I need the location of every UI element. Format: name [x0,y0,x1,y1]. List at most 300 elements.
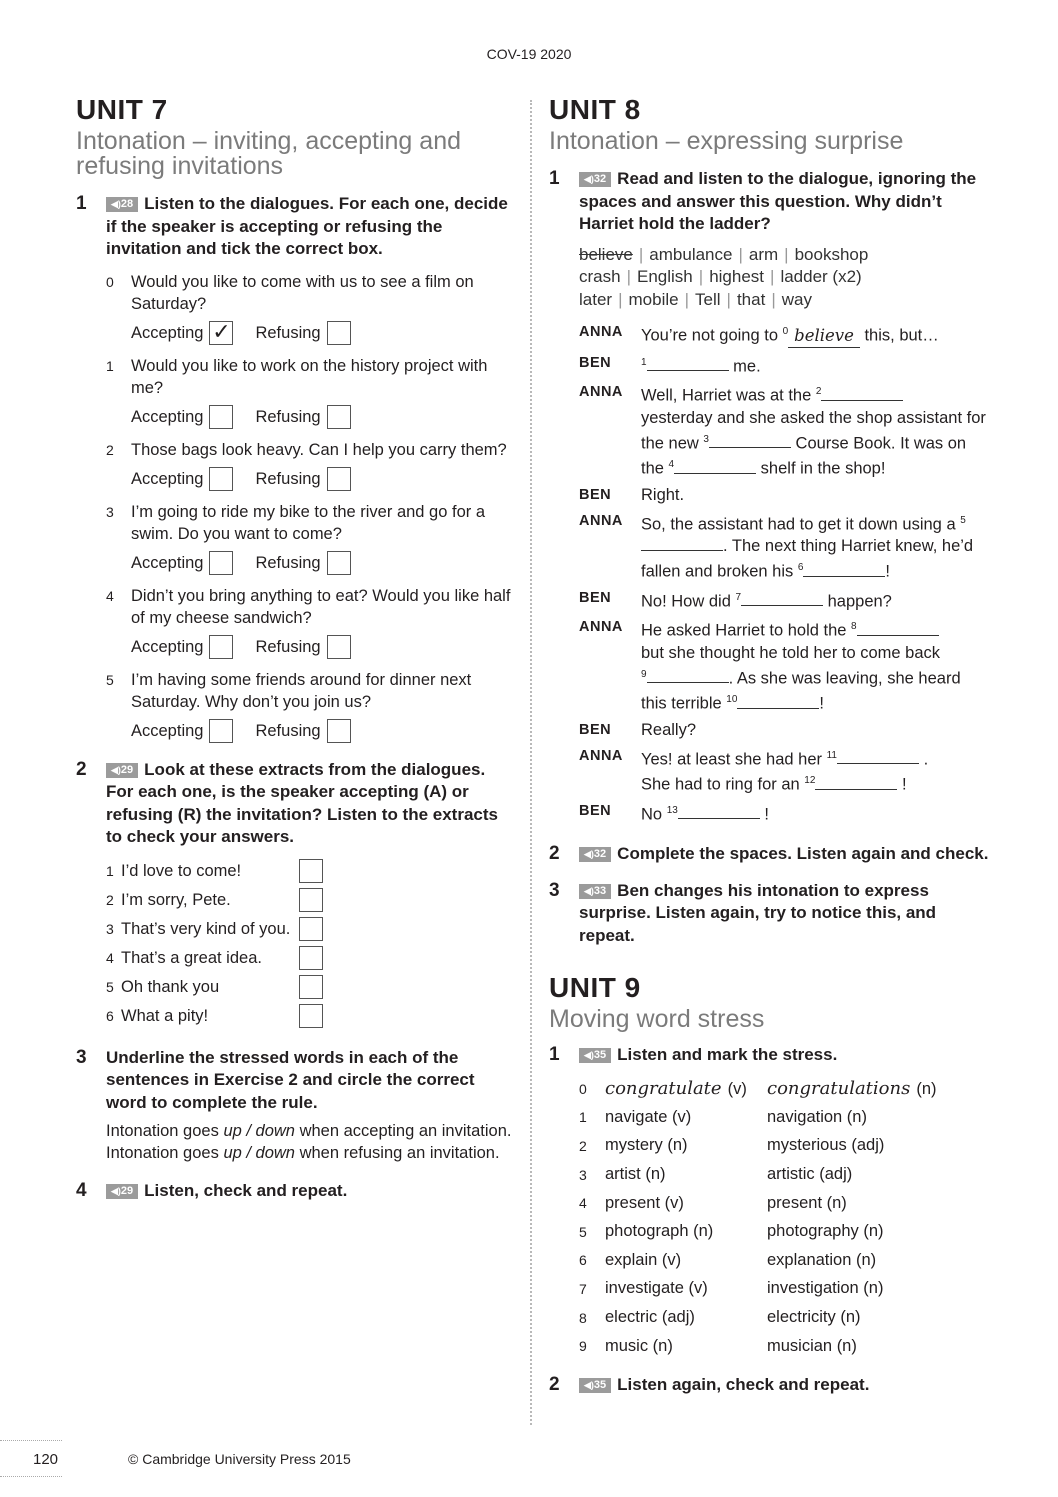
word-b[interactable]: musician (n) [767,1336,857,1355]
text-part: shelf in the shop! [756,459,886,478]
answer-gap-7[interactable] [741,591,823,606]
question-item [106,501,516,575]
exercise-number: 2 [549,1374,560,1396]
accepting-checkbox[interactable] [209,635,233,659]
question-number: 3 [106,503,114,520]
rule-text [106,1120,516,1164]
answer-box[interactable] [299,917,323,941]
answer-gap-6[interactable] [803,562,885,577]
word-b[interactable]: explanation (n) [767,1250,877,1269]
exercise-number: 2 [549,843,560,864]
dialogue-line [579,800,989,826]
word-a[interactable]: music (n) [605,1336,673,1355]
exercise-number: 1 [549,1044,560,1065]
answer-gap-1[interactable] [647,356,729,371]
question-number: 4 [106,587,114,604]
word-a[interactable]: investigate (v) [605,1279,708,1298]
question-number: 1 [106,357,114,374]
gap-number: 9 [641,668,647,680]
speaker-name: ANNA [579,619,623,635]
dialogue-line [579,484,989,506]
dialogue-line [579,745,989,796]
refusing-checkbox[interactable] [327,635,351,659]
audio-track-badge[interactable] [579,847,611,862]
gap-number: 1 [641,356,647,368]
instruction-text: Listen to the dialogues. For each one, decide if the speaker is accepting or refusing the invitation and tick the correct box. [106,194,508,258]
refusing-checkbox[interactable] [327,321,351,345]
speaker-name: BEN [579,486,612,503]
exercise-instruction [579,843,989,866]
dialogue-line [579,616,989,715]
gap-number: 6 [797,562,804,573]
word-separator: | [738,244,743,264]
text-part: Course Book. It was on the [641,434,967,478]
gap-number: 0 [782,326,789,337]
exercise-number: 4 [76,1180,87,1201]
answer-gap-11[interactable] [837,749,919,764]
word-a[interactable]: present (v) [605,1193,684,1212]
footer-rule [0,1476,62,1477]
audio-track-badge[interactable] [106,1184,138,1199]
extract-item [106,886,516,915]
word-option: believe [579,244,633,264]
instruction-text: Ben changes his intonation to express surprise. Listen again, try to notice this, and repeat. [579,880,937,945]
word-option: English [637,267,693,286]
word-option: later [579,289,613,309]
word-option: crash [579,267,621,286]
text-part: You’re not going to [641,326,783,345]
handwritten-example: congratulations [767,1078,911,1100]
word-b[interactable] [767,1078,937,1099]
accepting-checkbox[interactable] [209,467,233,491]
refusing-checkbox[interactable] [327,551,351,575]
text-part: . [919,750,929,768]
word-separator: | [618,289,623,309]
dialogue-line [579,719,989,741]
gap-number: 11 [826,749,837,761]
extract-list [106,857,516,1031]
stress-row [579,1217,989,1246]
stress-row [579,1246,989,1275]
dialogue-line [579,352,989,378]
extract-item [106,915,516,944]
question-text: Would you like to come with us to see a film on Saturday? [131,272,474,313]
instruction-text: Underline the stressed words in each of the sentences in Exercise 2 and circle the correct word to complete the rule. [106,1047,475,1112]
unit-7-subtitle: Intonation – inviting, accepting and refusing invitations [76,127,461,180]
question-item [106,439,516,491]
stress-row [579,1189,989,1218]
exercise-number: 1 [76,193,87,214]
word-b[interactable]: artistic (adj) [767,1165,853,1184]
text-part: He asked Harriet to hold the [641,621,852,640]
extract-text: That’s very kind of you. [121,919,291,938]
extract-item [106,1002,516,1031]
line-text [641,510,989,583]
unit-8-title: UNIT 8 [549,94,641,125]
extract-item [106,857,516,886]
accepting-label: Accepting [131,721,204,740]
line-text [641,745,928,796]
answer-gap-13[interactable] [678,804,760,819]
extract-number: 6 [106,1008,114,1024]
speaker-name: BEN [579,589,612,606]
refusing-label: Refusing [255,553,321,572]
row-number: 4 [579,1195,587,1212]
audio-track-badge[interactable] [106,763,138,778]
audio-track-number: 32 [593,173,607,185]
question-text: Didn’t you bring anything to eat? Would you like half of my cheese sandwich? [131,586,511,627]
dialogue-line [579,381,989,480]
answer-box[interactable] [299,1004,323,1028]
footer-rule [0,1440,62,1441]
word-option: that [736,289,766,309]
word-a[interactable]: photograph (n) [605,1222,714,1241]
refusing-checkbox[interactable] [327,467,351,491]
instruction-text: Listen and mark the stress. [617,1045,838,1064]
page-header: COV-19 2020 [486,46,572,62]
answer-gap-9[interactable] [647,668,729,683]
gap-number: 4 [668,459,675,470]
row-number: 6 [579,1252,587,1269]
speaker-name: BEN [579,721,612,738]
rule-option-refusing[interactable]: up / down [223,1144,295,1162]
row-number: 2 [579,1137,587,1154]
line-text: Really? [641,720,697,739]
question-text: Those bags look heavy. Can I help you carry them? [131,440,507,459]
word-option: arm [748,244,779,264]
word-a[interactable]: artist (n) [605,1165,666,1184]
rule-text-part: Intonation goes [106,1144,224,1162]
audio-track-badge[interactable] [579,1378,611,1393]
dialogue-line [579,321,989,348]
text-part: this, but… [859,326,939,345]
instruction-text: Listen, check and repeat. [144,1181,348,1200]
gap-number: 7 [735,591,742,603]
rule-text-part: when accepting an invitation. [295,1122,512,1140]
answer-box[interactable] [299,946,323,970]
row-number: 7 [579,1280,587,1297]
unit-8-subtitle: Intonation – expressing surprise [549,127,904,155]
extract-text: That’s a great idea. [121,948,262,967]
word-b[interactable]: investigation (n) [767,1279,884,1298]
word-b[interactable]: electricity (n) [767,1308,861,1327]
word-separator: | [684,289,690,309]
line-text [641,616,989,715]
extract-number: 1 [106,863,114,879]
dialogue-line [579,587,989,613]
word-option: bookshop [794,244,869,264]
dialogue [579,321,989,825]
accepting-checkbox[interactable] [209,405,233,429]
word-separator: | [770,267,775,286]
answer-gap-12[interactable] [815,775,897,790]
speaker-icon: ◀) [111,1186,121,1196]
refusing-label: Refusing [255,637,321,656]
question-text: Would you like to work on the history project with me? [131,356,488,397]
exercise-instruction [106,193,516,261]
question-number: 5 [106,671,114,688]
exercise-number: 3 [76,1046,87,1068]
answer-gap-2[interactable] [821,386,903,401]
speaker-icon: ◀) [584,885,594,896]
audio-track-number: 29 [120,763,134,776]
text-part: happen? [823,592,892,610]
word-a[interactable]: mystery (n) [605,1136,688,1155]
gap-number: 12 [804,775,816,786]
dialogue-line [579,510,989,583]
audio-track-number: 35 [593,1049,607,1061]
answer-gap-3[interactable] [709,433,791,448]
unit-9-subtitle: Moving word stress [549,1005,765,1033]
row-number: 1 [579,1109,587,1126]
word-b[interactable]: photography (n) [767,1222,884,1241]
choice-row [131,405,516,429]
speaker-icon: ◀) [584,849,594,859]
audio-track-number: 32 [593,848,607,860]
unit7-exercise-1 [76,193,516,743]
word-separator: | [638,244,644,264]
speaker-name: ANNA [579,512,623,529]
choice-row [131,719,516,743]
accepting-label: Accepting [131,553,204,572]
text-part: ! [897,775,907,794]
extract-item [106,973,516,1002]
text-part: Well, Harriet was at the [641,386,816,405]
text-part: ! [759,805,769,823]
accepting-checkbox[interactable] [209,551,233,575]
gap-number: 10 [726,694,738,705]
exercise-instruction [106,759,516,849]
row-number: 8 [579,1309,587,1326]
speaker-name: BEN [579,802,612,819]
question-item [106,271,516,345]
accepting-label: Accepting [131,469,204,488]
unit8-exercise-2 [549,843,989,866]
extract-number: 5 [106,979,114,995]
refusing-label: Refusing [255,407,321,426]
line-text [641,352,761,378]
word-separator: | [726,289,731,309]
word-a[interactable]: electric (adj) [605,1308,695,1327]
audio-track-badge[interactable] [579,1048,611,1063]
answer-gap-5[interactable] [641,536,723,551]
answer-box[interactable] [299,975,323,999]
exercise-instruction [579,168,989,236]
answer-gap-8[interactable] [857,621,939,636]
part-of-speech: (v) [727,1080,747,1099]
audio-track-number: 29 [120,1185,134,1197]
exercise-number: 1 [549,168,560,189]
instruction-text: Look at these extracts from the dialogues. For each one, is the speaker accepting (A) or refusing (R) the invitation? Listen to the extracts to check your answers. [106,759,498,846]
part-of-speech: (n) [916,1080,937,1099]
choice-row [131,467,516,491]
audio-track-number: 28 [120,198,134,210]
exercise-number: 3 [549,879,560,901]
tick-mark: ✓ [212,318,231,344]
instruction-text: Listen again, check and repeat. [617,1375,870,1395]
speaker-name: ANNA [579,324,623,340]
copyright: © Cambridge University Press 2015 [128,1451,351,1467]
word-separator: | [626,267,631,286]
text-part: No! How did [641,592,736,610]
exercise-instruction [579,1374,989,1397]
audio-track-number: 33 [593,884,607,897]
text-part: . As she was leaving, she heard this terrible [641,669,961,713]
unit7-exercise-2 [76,759,516,1031]
refusing-label: Refusing [255,721,321,740]
accepting-checkbox[interactable] [209,719,233,743]
unit9-exercise-2 [549,1374,989,1397]
stress-row [579,1160,989,1189]
text-part: No [641,805,667,823]
choice-row [131,551,516,575]
extract-text: I’d love to come! [121,861,242,880]
row-number: 5 [579,1223,587,1240]
word-option: Tell [695,289,721,309]
word-separator: | [698,267,704,286]
instruction-text: Read and listen to the dialogue, ignoring the spaces and answer this question. Why didn’t Harriet hold the ladder? [579,169,977,233]
gap-number: 5 [960,514,966,526]
unit-8-9-column [549,93,989,1411]
audio-track-badge[interactable] [579,884,611,899]
instruction-text: Complete the spaces. Listen again and check. [617,844,989,863]
refusing-checkbox[interactable] [327,719,351,743]
text-part: but she thought he told her to come back [641,643,941,662]
speaker-icon: ◀) [111,199,121,209]
question-item [106,669,516,743]
exercise-number: 2 [76,758,87,780]
extract-item [106,944,516,973]
stress-row [579,1103,989,1132]
exercise-instruction [579,880,989,948]
line-text [641,587,892,613]
refusing-label: Refusing [255,469,321,488]
unit7-exercise-4 [76,1180,516,1203]
text-part: yesterday and she asked the shop assistant for the new [641,408,986,452]
text-part: Yes! at least she had her [641,750,827,768]
question-number: 2 [106,441,114,458]
text-part: She had to ring for an [641,775,805,794]
column-divider [530,100,532,1425]
rule-text-part: when refusing an invitation. [295,1144,500,1162]
stress-row [579,1075,989,1104]
extract-text: What a pity! [121,1006,209,1025]
unit8-exercise-1 [549,168,989,825]
word-separator: | [784,244,789,264]
extract-number: 2 [106,892,114,908]
question-number: 0 [106,273,114,290]
unit-7-title: UNIT 7 [76,94,168,125]
stress-row [579,1275,989,1304]
speaker-name: ANNA [579,384,623,400]
text-part: . The next thing Harriet knew, he’d fallen and broken his [641,537,974,581]
word-box-line [579,289,989,312]
exercise-instruction [106,1180,516,1203]
answer-gap-10[interactable] [737,694,819,709]
accepting-label: Accepting [131,407,204,426]
answer-box[interactable] [299,859,323,883]
word-box-line [579,266,989,289]
refusing-checkbox[interactable] [327,405,351,429]
text-part: me. [728,357,761,375]
gap-number: 8 [851,621,857,632]
extract-number: 4 [106,950,114,966]
word-b[interactable]: navigation (n) [767,1107,867,1126]
speaker-icon: ◀) [111,764,121,775]
word-separator: | [771,289,776,309]
extract-text: Oh thank you [121,977,220,996]
row-number: 3 [579,1166,587,1183]
word-box [579,244,989,312]
unit-9-title: UNIT 9 [549,972,641,1003]
question-item [106,355,516,429]
accepting-checkbox[interactable] [209,318,233,345]
word-a[interactable] [605,1078,767,1099]
word-a[interactable]: explain (v) [605,1250,682,1269]
rule-text-part: Intonation goes [106,1122,224,1140]
gap-number: 2 [815,386,822,397]
line-text [641,321,939,348]
question-text: I’m having some friends around for dinner next Saturday. Why don’t you join us? [131,670,472,711]
word-box-line [579,244,989,267]
word-option: way [781,289,812,309]
speaker-name: BEN [579,354,612,371]
text-part: ! [885,562,891,581]
answer-gap-0[interactable]: believe [788,325,860,348]
unit9-exercise-1 [549,1044,989,1360]
speaker-name: ANNA [579,747,623,764]
line-text [641,381,989,480]
row-number: 9 [579,1338,587,1355]
word-b[interactable]: present (n) [767,1193,847,1212]
choice-row [131,635,516,659]
word-a[interactable]: navigate (v) [605,1107,692,1126]
word-b[interactable]: mysterious (adj) [767,1136,885,1155]
stress-row [579,1303,989,1332]
line-text: Right. [641,485,685,504]
audio-track-badge[interactable] [106,197,138,212]
rule-option-accepting[interactable]: up / down [223,1122,295,1140]
word-option: mobile [628,289,679,309]
line-text [641,800,769,826]
unit-7-column [76,93,516,1217]
speaker-icon: ◀) [584,1050,594,1060]
stress-row [579,1132,989,1161]
text-part: ! [819,694,824,713]
question-item [106,585,516,659]
row-number: 0 [579,1080,587,1097]
stress-row [579,1332,989,1361]
audio-track-badge[interactable] [579,172,611,187]
extract-text: I’m sorry, Pete. [121,890,231,909]
question-text: I’m going to ride my bike to the river and go for a swim. Do you want to come? [131,502,486,543]
question-list [106,271,516,743]
answer-box[interactable] [299,888,323,912]
word-option: ladder (x2) [780,267,862,286]
audio-track-number: 35 [593,1379,607,1392]
gap-number: 3 [703,433,709,445]
handwritten-example: congratulate [605,1078,722,1100]
speaker-icon: ◀) [584,1380,594,1391]
page-number: 120 [33,1451,59,1468]
answer-gap-4[interactable] [674,459,756,474]
unit8-exercise-3 [549,880,989,948]
extract-number: 3 [106,921,114,937]
exercise-instruction [579,1044,989,1067]
accepting-label: Accepting [131,323,204,342]
speaker-icon: ◀) [584,174,594,184]
text-part: So, the assistant had to get it down using a [641,515,961,533]
